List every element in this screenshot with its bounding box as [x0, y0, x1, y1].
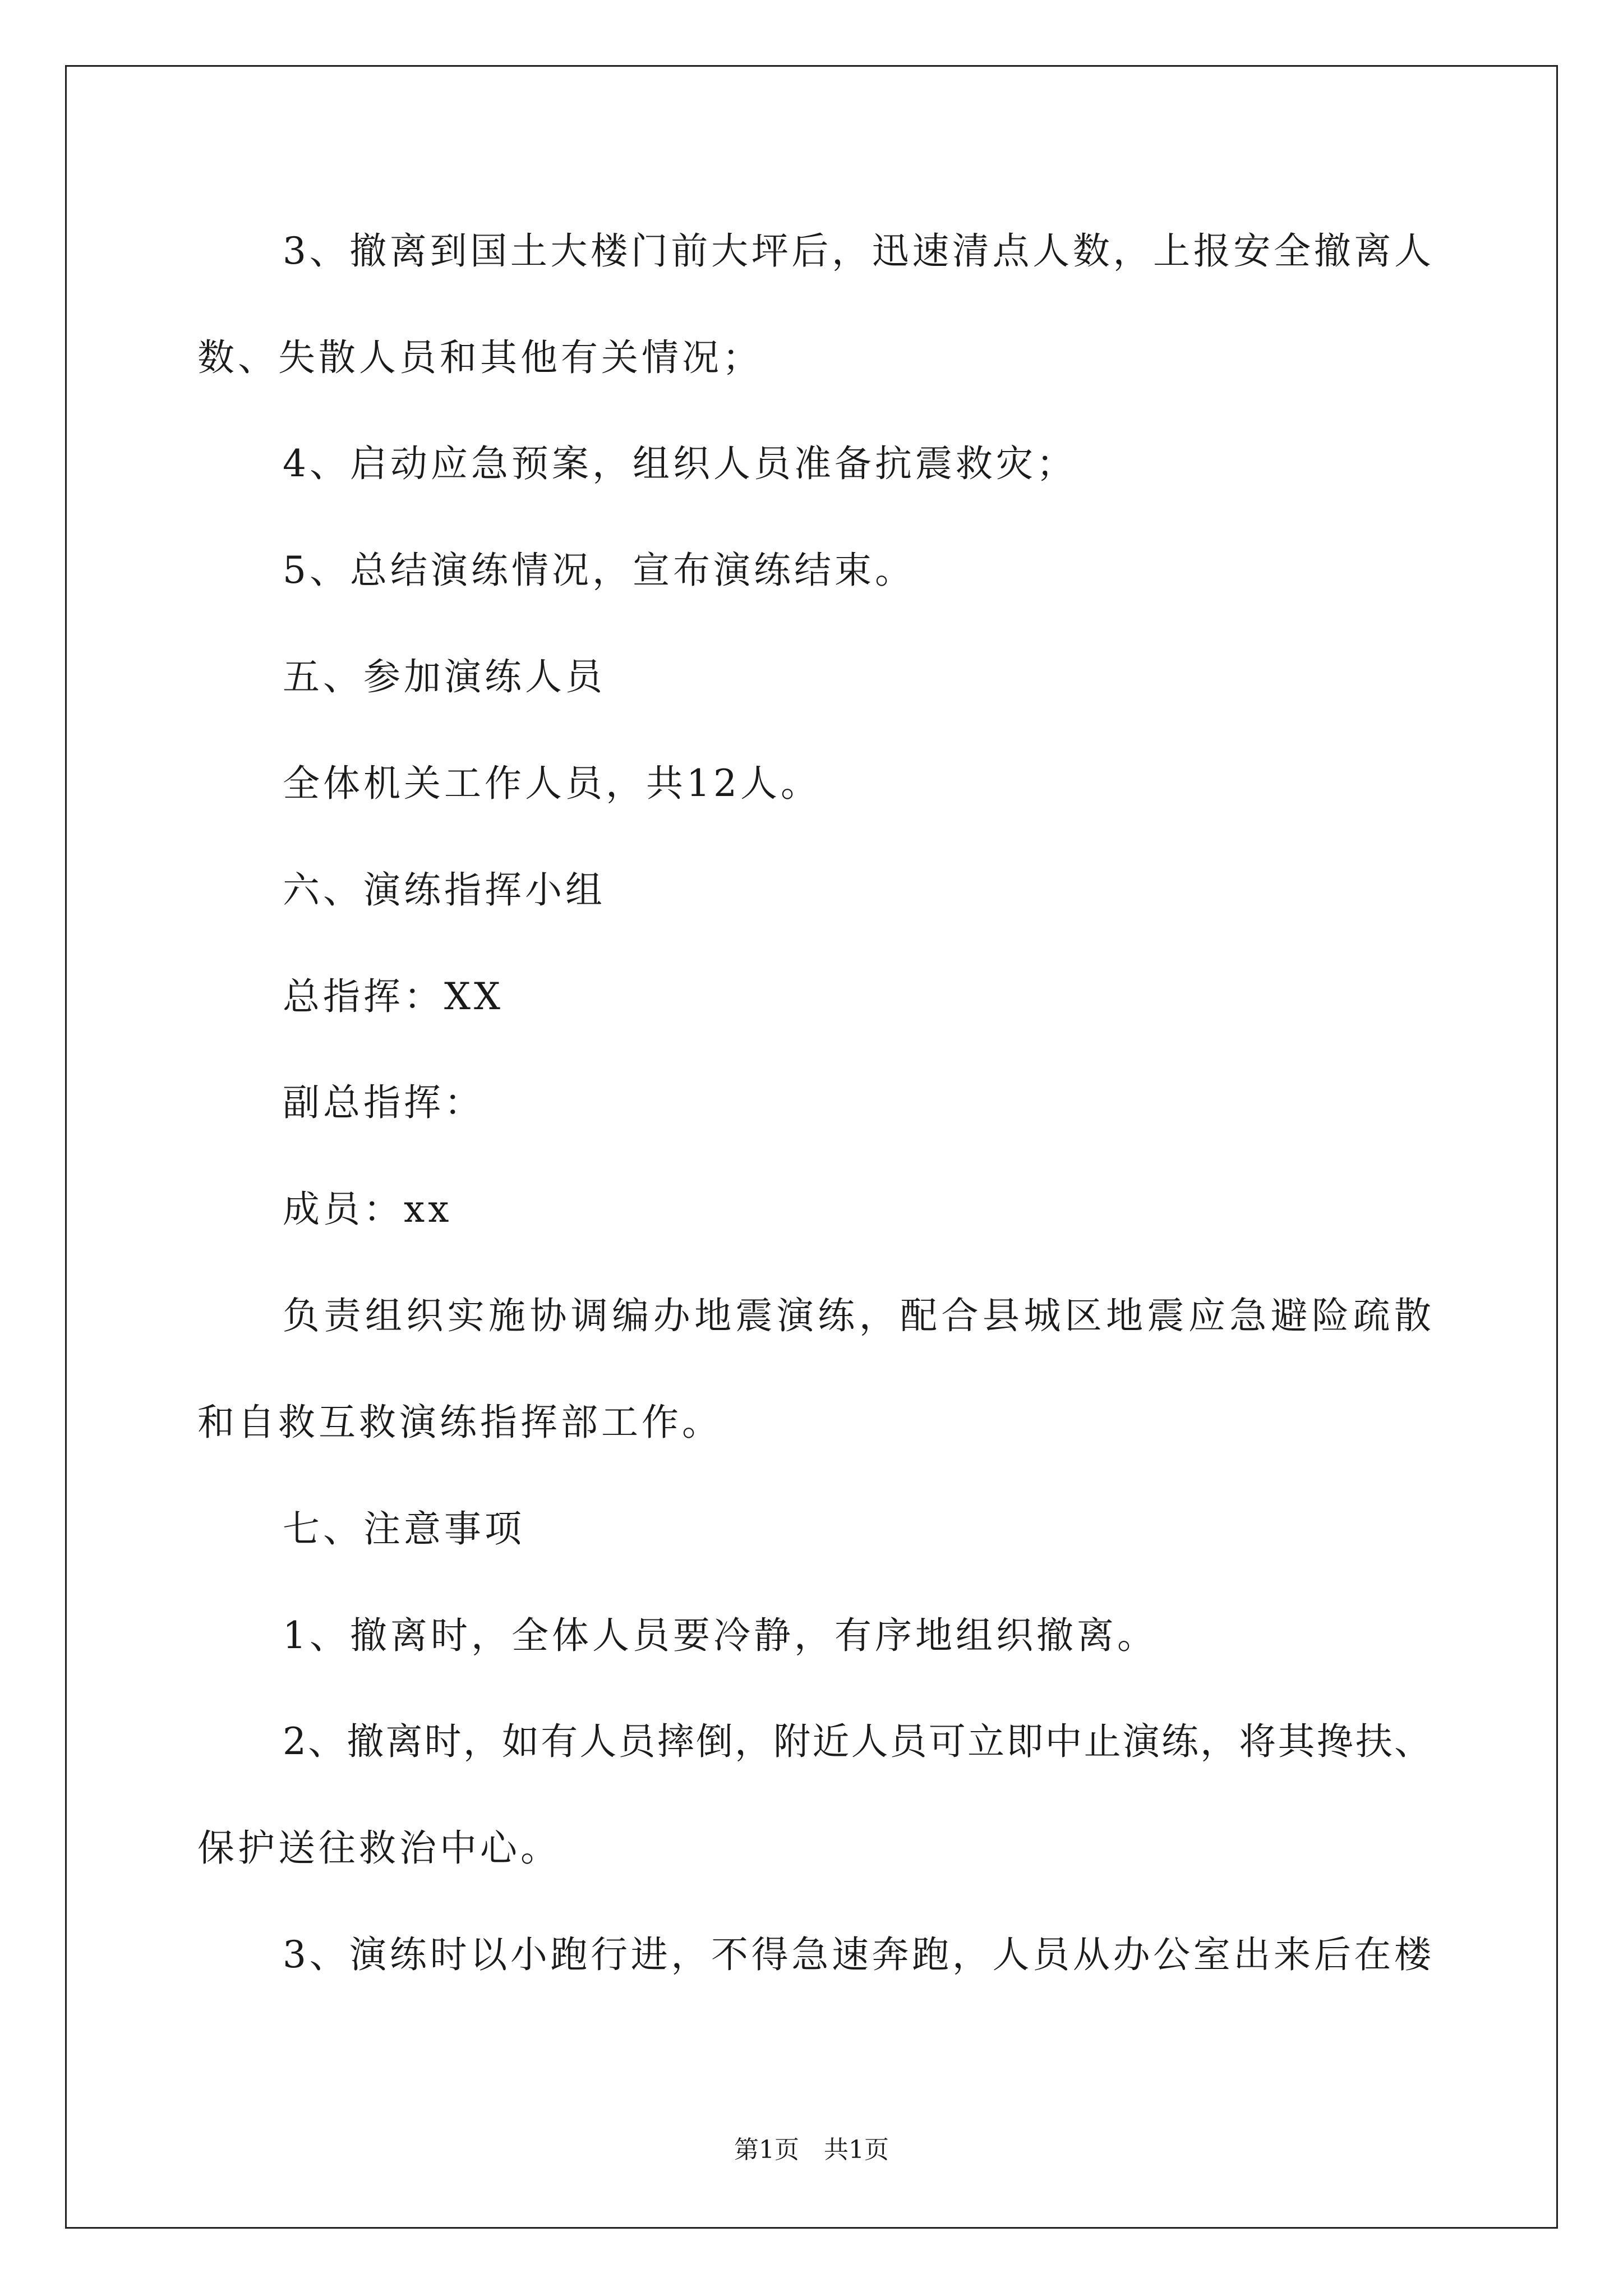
paragraph-line: 副总指挥： [283, 1081, 485, 1124]
paragraph-line: 2、撤离时，如有人员摔倒，附近人员可立即中止演练，将其搀扶、 [283, 1720, 1431, 1763]
paragraph-line: 成员：xx [283, 1188, 453, 1231]
paragraph-line: 全体机关工作人员，共12人。 [283, 762, 821, 805]
section-heading: 七、注意事项 [283, 1507, 525, 1550]
section-heading: 六、演练指挥小组 [283, 868, 606, 912]
paragraph-line: 3、撤离到国土大楼门前大坪后，迅速清点人数，上报安全撤离人 [283, 229, 1431, 273]
paragraph-line: 负责组织实施协调编办地震演练，配合县城区地震应急避险疏散 [283, 1294, 1431, 1337]
paragraph-line: 3、演练时以小跑行进，不得急速奔跑，人员从办公室出来后在楼 [283, 1933, 1431, 1976]
paragraph-line: 5、总结演练情况，宣布演练结束。 [283, 549, 915, 592]
paragraph-line: 和自救互救演练指挥部工作。 [197, 1401, 722, 1444]
paragraph-line: 1、撤离时，全体人员要冷静，有序地组织撤离。 [283, 1614, 1158, 1657]
section-heading: 五、参加演练人员 [283, 655, 606, 698]
paragraph-line: 总指挥：XX [283, 975, 504, 1018]
page-number-footer: 第1页 共1页 [734, 2136, 889, 2164]
paragraph-line: 4、启动应急预案，组织人员准备抗震救灾； [283, 442, 1077, 485]
paragraph-line: 保护送往救治中心。 [197, 1826, 561, 1870]
paragraph-line: 数、失散人员和其他有关情况； [197, 336, 763, 379]
page-frame [65, 65, 1558, 2229]
